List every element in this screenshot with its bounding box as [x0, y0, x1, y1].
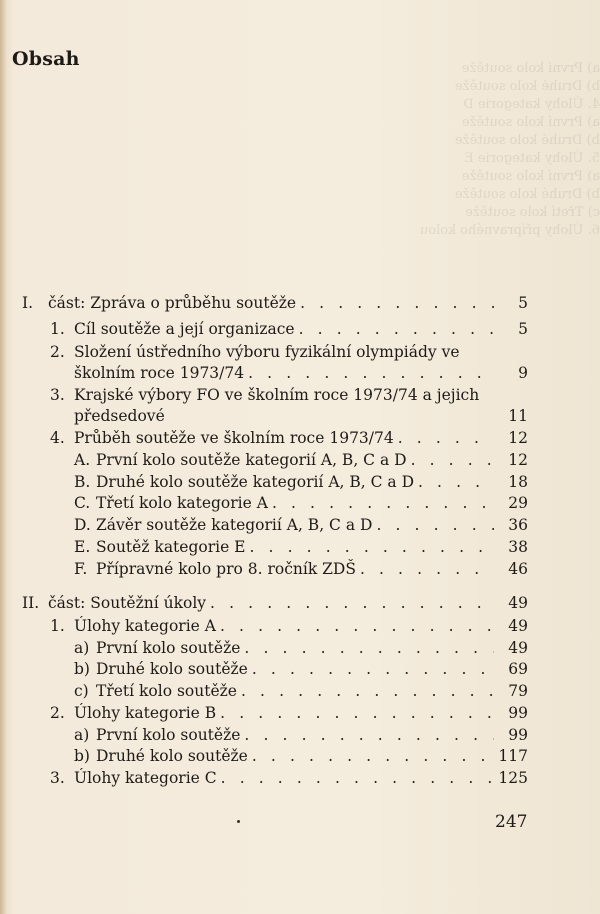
- dot-leader: [360, 558, 494, 580]
- toc-entry-page: 38: [508, 538, 528, 556]
- page-spine-edge: [0, 0, 6, 914]
- toc-entry-number: A.: [74, 451, 91, 469]
- bleed-line: c) Třetí kolo soutěže: [465, 205, 600, 220]
- dot-leader: [272, 492, 494, 514]
- toc-entry-title: Druhé kolo soutěže kategorií A, B, C a D: [96, 473, 414, 491]
- toc-entry-page: 125: [498, 769, 528, 787]
- toc-entry-page: 5: [518, 320, 528, 338]
- bleed-line: 4. Úlohy kategorie D: [463, 97, 600, 112]
- toc-entry-page: 5: [518, 294, 528, 312]
- dot-leader: [210, 592, 494, 614]
- toc-entry-number: 2.: [50, 704, 65, 722]
- print-speck: [237, 820, 240, 823]
- toc-entry-continuation[interactable]: [74, 405, 528, 427]
- toc-entry-title: Úlohy kategorie C: [74, 769, 217, 787]
- toc-entry-page: 79: [508, 682, 528, 700]
- toc-entry-number: B.: [74, 473, 91, 491]
- toc-entry-title: Úlohy kategorie B: [74, 704, 217, 722]
- dot-leader: [220, 702, 494, 724]
- toc-entry[interactable]: [50, 318, 528, 340]
- toc-entry-title: První kolo soutěže: [96, 639, 241, 657]
- toc-entry-title: část: Zpráva o průběhu soutěže: [48, 294, 297, 312]
- toc-entry[interactable]: [50, 615, 528, 637]
- toc-entry-title: Průběh soutěže ve školním roce 1973/74: [74, 429, 394, 447]
- dot-leader: [411, 449, 494, 471]
- bleed-through-text: [300, 60, 600, 280]
- toc-entry[interactable]: [74, 536, 528, 558]
- dot-leader: [250, 536, 495, 558]
- dot-leader: [300, 292, 494, 314]
- toc-entry-title: Úlohy kategorie A: [74, 617, 216, 635]
- toc-entry-page: 46: [508, 560, 528, 578]
- toc-entry-page: 29: [508, 494, 528, 512]
- toc-entry-title-continued: školním roce 1973/74: [74, 364, 245, 382]
- toc-entry-title: Cíl soutěže a její organizace: [74, 320, 295, 338]
- dot-leader: [418, 471, 494, 493]
- bleed-line: b) Druhé kolo soutěže: [455, 79, 600, 94]
- toc-entry[interactable]: [74, 637, 528, 659]
- toc-entry[interactable]: [74, 745, 528, 767]
- toc-entry-page: 49: [508, 639, 528, 657]
- toc-entry-title: Třetí kolo kategorie A: [96, 494, 268, 512]
- toc-entry-title-continued: předsedové: [74, 407, 165, 425]
- toc-entry-page: 117: [498, 747, 528, 765]
- toc-entry[interactable]: [74, 558, 528, 580]
- dot-leader: [252, 658, 494, 680]
- toc-entry-title: První kolo soutěže: [96, 726, 241, 744]
- dot-leader: [252, 745, 493, 767]
- toc-entry-page: 99: [508, 704, 528, 722]
- toc-entry-title: Druhé kolo soutěže: [96, 660, 248, 678]
- toc-entry-page: 36: [508, 516, 528, 534]
- toc-entry-number: 4.: [50, 429, 65, 447]
- toc-entry-title: Přípravné kolo pro 8. ročník ZDŠ: [96, 560, 356, 578]
- toc-entry-page: 18: [508, 473, 528, 491]
- page-title: Obsah: [12, 48, 80, 70]
- toc-entry-part-2[interactable]: [22, 592, 528, 614]
- dot-leader: [221, 767, 493, 789]
- toc-entry-number: F.: [74, 560, 88, 578]
- toc-entry-title: Soutěž kategorie E: [96, 538, 246, 556]
- toc-entry-number: D.: [74, 516, 91, 534]
- toc-entry-number: c): [74, 682, 89, 700]
- bleed-line: 5. Úlohy kategorie E: [464, 151, 600, 166]
- toc-entry-title: Závěr soutěže kategorií A, B, C a D: [96, 516, 373, 534]
- toc-entry-number: E.: [74, 538, 91, 556]
- toc-entry[interactable]: [74, 492, 528, 514]
- toc-entry-page: 11: [508, 407, 528, 425]
- toc-entry-number: a): [74, 639, 90, 657]
- toc-entry[interactable]: [74, 724, 528, 746]
- dot-leader: [398, 427, 494, 449]
- toc-entry-number: b): [74, 660, 90, 678]
- toc-entry-title: Třetí kolo soutěže: [96, 682, 237, 700]
- toc-entry-number: 3.: [50, 769, 65, 787]
- toc-entry[interactable]: [50, 341, 460, 363]
- dot-leader: [241, 680, 494, 702]
- toc-entry-page: 12: [508, 451, 528, 469]
- toc-entry[interactable]: [74, 680, 528, 702]
- bleed-line: a) První kolo soutěže: [461, 169, 600, 184]
- toc-entry[interactable]: [74, 449, 528, 471]
- toc-entry-page: 69: [508, 660, 528, 678]
- toc-entry[interactable]: [50, 702, 528, 724]
- toc-entry-page: 49: [508, 594, 528, 612]
- toc-entry-page: 9: [518, 364, 528, 382]
- toc-entry-number: a): [74, 726, 90, 744]
- toc-entry[interactable]: [74, 658, 528, 680]
- toc-entry[interactable]: [74, 471, 528, 493]
- toc-entry-number: 1.: [50, 617, 65, 635]
- toc-entry[interactable]: [50, 767, 528, 789]
- toc-entry-number: I.: [22, 294, 34, 312]
- bleed-line: b) Druhé kolo soutěže: [455, 187, 600, 202]
- toc-entry-title: Složení ústředního výboru fyzikální olympiády ve: [74, 343, 460, 361]
- bleed-line: a) První kolo soutěže: [461, 61, 600, 76]
- dot-leader: [244, 637, 494, 659]
- dot-leader: [376, 514, 494, 536]
- toc-entry[interactable]: [74, 514, 528, 536]
- toc-entry-page: 49: [508, 617, 528, 635]
- bleed-line: 6. Úlohy přípravného kolou: [419, 223, 600, 238]
- toc-entry-number: 1.: [50, 320, 65, 338]
- toc-entry-number: II.: [22, 594, 40, 612]
- toc-entry-number: 3.: [50, 386, 65, 404]
- toc-entry-continuation[interactable]: [74, 362, 528, 384]
- dot-leader: [244, 724, 494, 746]
- toc-entry-part-1[interactable]: [22, 292, 528, 314]
- toc-entry-title: část: Soutěžní úkoly: [48, 594, 207, 612]
- toc-entry[interactable]: [50, 384, 479, 406]
- toc-entry-title: Druhé kolo soutěže: [96, 747, 248, 765]
- toc-entry-title: Krajské výbory FO ve školním roce 1973/74 a jejich: [74, 386, 480, 404]
- bleed-line: b) Druhé kolo soutěže: [455, 133, 600, 148]
- toc-entry-title: První kolo soutěže kategorií A, B, C a D: [96, 451, 407, 469]
- dot-leader: [299, 318, 494, 340]
- dot-leader: [248, 362, 494, 384]
- toc-entry-number: C.: [74, 494, 91, 512]
- dot-leader: [220, 615, 494, 637]
- toc-entry-number: 2.: [50, 343, 65, 361]
- toc-entry[interactable]: [50, 427, 528, 449]
- toc-entry-number: b): [74, 747, 90, 765]
- page-number: 247: [495, 812, 528, 832]
- toc-entry-page: 12: [508, 429, 528, 447]
- toc-entry-page: 99: [508, 726, 528, 744]
- bleed-line: a) První kolo soutěže: [461, 115, 600, 130]
